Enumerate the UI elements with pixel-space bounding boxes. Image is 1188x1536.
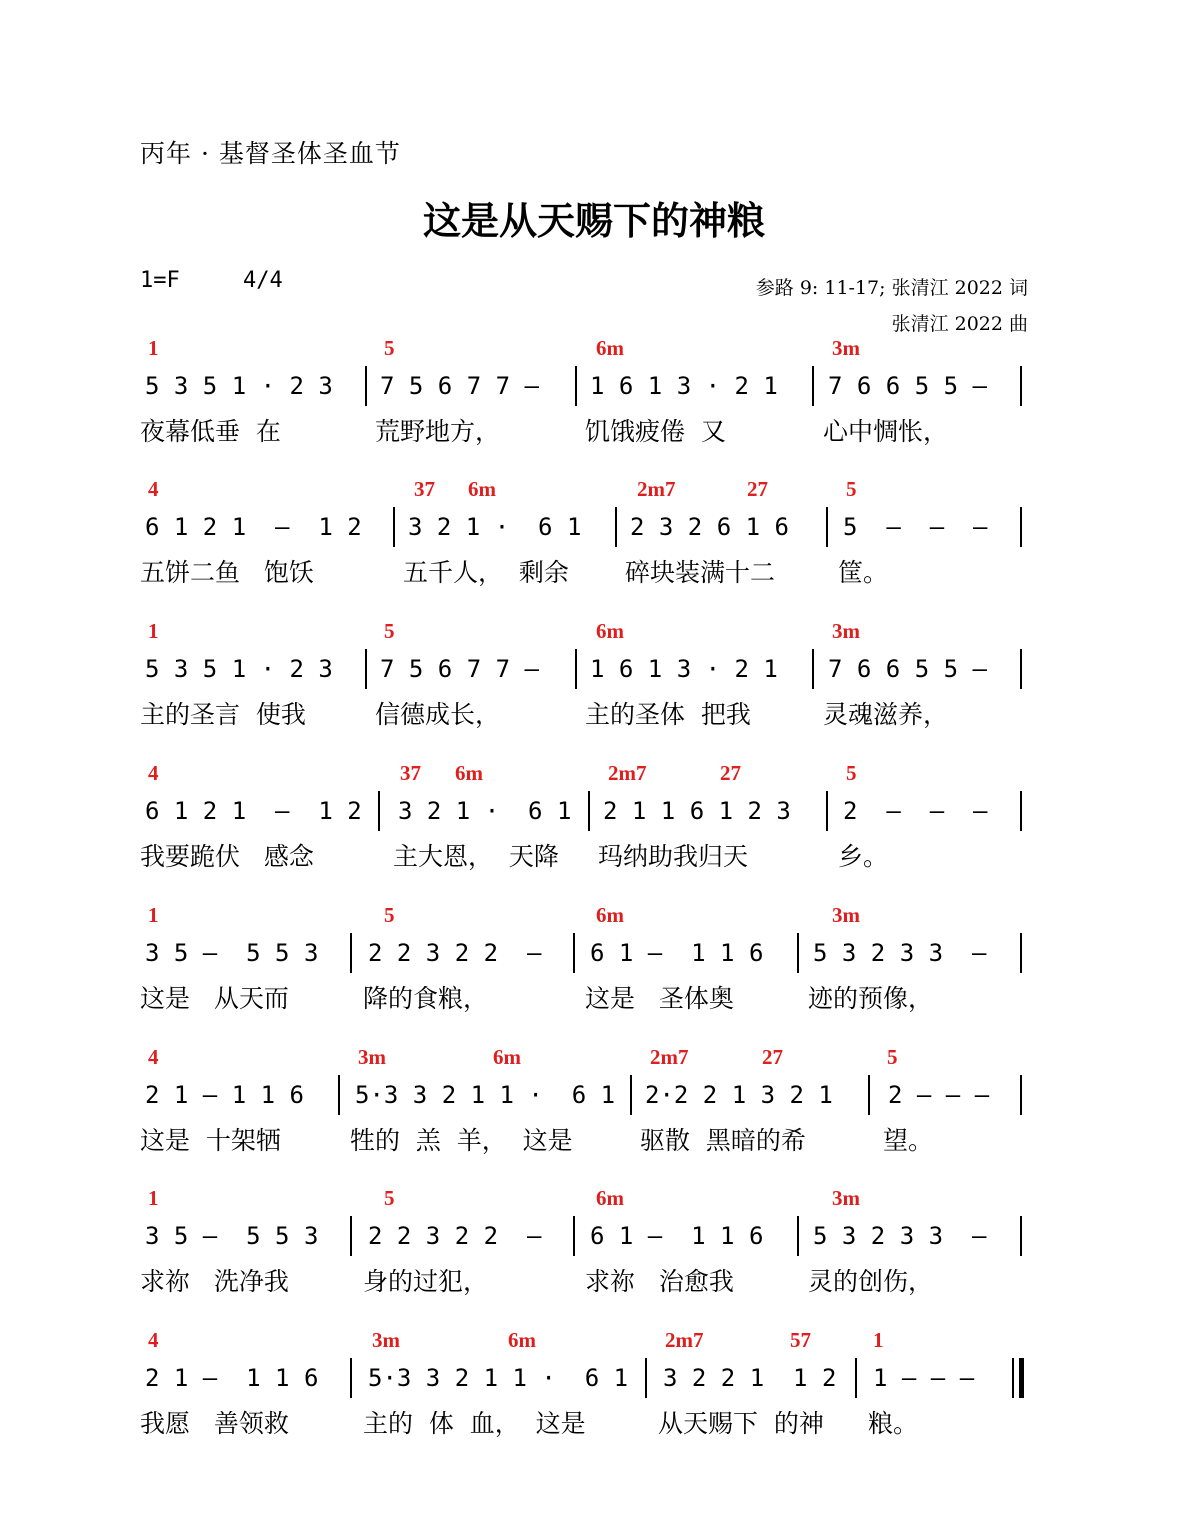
lyric-line: 我愿 善领救 — [140, 1409, 289, 1438]
time-signature: 4/4 — [243, 268, 283, 293]
measure-notes: 5 – – – — [843, 513, 988, 541]
barline — [1020, 933, 1022, 973]
measure-notes: 5·3 3 2 1 1 · 6 1 — [355, 1081, 616, 1109]
barline — [365, 649, 367, 689]
barline — [350, 933, 352, 973]
lyric-line: 求祢 洗净我 — [140, 1267, 289, 1296]
chord-symbol: 5 — [384, 619, 395, 643]
measure-notes: 7 5 6 7 7 – — [380, 372, 539, 400]
chord-symbol: 4 — [148, 761, 159, 785]
chord-symbol: 6m — [508, 1328, 536, 1352]
score-system — [0, 1328, 1188, 1448]
score-system — [0, 1186, 1188, 1306]
measure-notes: 5 3 2 3 3 – — [813, 1222, 987, 1250]
score-system — [0, 761, 1188, 881]
measure-notes: 5 3 5 1 · 2 3 — [145, 372, 333, 400]
barline — [378, 791, 380, 831]
credit-music: 张清江 2022 曲 — [891, 313, 1028, 335]
key-time-signature — [140, 268, 333, 293]
measure-notes: 2·2 2 1 3 2 1 — [645, 1081, 833, 1109]
measure-notes: 7 6 6 5 5 – — [828, 655, 987, 683]
key-signature: 1=F — [140, 268, 180, 293]
score-system — [0, 336, 1188, 456]
lyric-line: 夜幕低垂 在 — [140, 417, 281, 446]
barline — [588, 791, 590, 831]
measure-notes: 3 5 – 5 5 3 — [145, 1222, 319, 1250]
chord-symbol: 6m — [596, 619, 624, 643]
chord-symbol: 1 — [148, 903, 159, 927]
chord-symbol: 37 — [400, 761, 421, 785]
lyric-line: 牲的 羔 羊， 这是 — [350, 1126, 573, 1155]
chord-symbol: 27 — [720, 761, 741, 785]
chord-symbol: 27 — [762, 1045, 783, 1069]
barline — [573, 1216, 575, 1256]
lyric-line: 身的过犯， — [363, 1267, 489, 1296]
measure-notes: 6 1 – 1 1 6 — [590, 939, 764, 967]
lyric-line: 信德成长， — [375, 700, 501, 729]
measure-notes: 3 2 2 1 1 2 — [663, 1364, 837, 1392]
barline — [350, 1358, 352, 1398]
lyric-line: 这是 圣体奥 — [585, 984, 734, 1013]
barline — [1020, 649, 1022, 689]
chord-symbol: 5 — [384, 336, 395, 360]
measure-notes: 2 1 – 1 1 6 — [145, 1364, 319, 1392]
chord-symbol: 3m — [832, 903, 860, 927]
chord-symbol: 6m — [468, 477, 496, 501]
barline — [826, 507, 828, 547]
barline — [1020, 507, 1022, 547]
measure-notes: 2 2 3 2 2 – — [368, 1222, 542, 1250]
chord-symbol: 4 — [148, 477, 159, 501]
lyric-line: 饥饿疲倦 又 — [585, 417, 726, 446]
chord-symbol: 2m7 — [665, 1328, 704, 1352]
chord-symbol: 3m — [832, 1186, 860, 1210]
chord-symbol: 3m — [832, 619, 860, 643]
lyric-line: 乡。 — [838, 842, 889, 871]
measure-notes: 2 – – – — [888, 1081, 990, 1109]
barline — [812, 649, 814, 689]
barline — [575, 366, 577, 406]
barline — [365, 366, 367, 406]
measure-notes: 6 1 – 1 1 6 — [590, 1222, 764, 1250]
occasion-label: 丙年 · 基督圣体圣血节 — [140, 139, 401, 168]
chord-symbol: 2m7 — [637, 477, 676, 501]
song-title: 这是从天赐下的神粮 — [422, 199, 765, 243]
chord-symbol: 4 — [148, 1045, 159, 1069]
measure-notes: 6 1 2 1 – 1 2 — [145, 513, 362, 541]
chord-symbol: 6m — [596, 1186, 624, 1210]
chord-symbol: 27 — [747, 477, 768, 501]
barline — [338, 1075, 340, 1115]
score-system — [0, 903, 1188, 1023]
measure-notes: 1 6 1 3 · 2 1 — [590, 655, 778, 683]
measure-notes: 2 2 3 2 2 – — [368, 939, 542, 967]
barline — [1020, 366, 1022, 406]
chord-symbol: 1 — [148, 336, 159, 360]
lyric-line: 这是 十架牺 — [140, 1126, 281, 1155]
chord-symbol: 4 — [148, 1328, 159, 1352]
lyric-line: 驱散 黑暗的希 — [640, 1126, 806, 1155]
barline — [1012, 1358, 1014, 1398]
chord-symbol: 6m — [493, 1045, 521, 1069]
measure-notes: 2 1 – 1 1 6 — [145, 1081, 304, 1109]
measure-notes: 3 5 – 5 5 3 — [145, 939, 319, 967]
score-system — [0, 477, 1188, 597]
lyric-line: 主的圣言 使我 — [140, 700, 306, 729]
lyric-line: 碎块装满十二 — [625, 558, 776, 587]
lyric-line: 望。 — [883, 1126, 934, 1155]
lyric-line: 五千人， 剩余 — [403, 558, 569, 587]
barline — [812, 366, 814, 406]
chord-symbol: 2m7 — [650, 1045, 689, 1069]
chord-symbol: 6m — [455, 761, 483, 785]
measure-notes: 7 5 6 7 7 – — [380, 655, 539, 683]
barline — [1020, 1075, 1022, 1115]
chord-symbol: 5 — [384, 1186, 395, 1210]
measure-notes: 2 1 1 6 1 2 3 — [603, 797, 791, 825]
measure-notes: 5 3 5 1 · 2 3 — [145, 655, 333, 683]
lyric-line: 这是 从天而 — [140, 984, 289, 1013]
measure-notes: 2 – – – — [843, 797, 988, 825]
barline — [645, 1358, 647, 1398]
chord-symbol: 1 — [873, 1328, 884, 1352]
credit-words: 参路 9: 11-17; 张清江 2022 词 — [755, 277, 1028, 299]
chord-symbol: 1 — [148, 619, 159, 643]
measure-notes: 5·3 3 2 1 1 · 6 1 — [368, 1364, 629, 1392]
lyric-line: 迹的预像， — [808, 984, 934, 1013]
chord-symbol: 6m — [596, 903, 624, 927]
score-system — [0, 619, 1188, 739]
measure-notes: 1 6 1 3 · 2 1 — [590, 372, 778, 400]
chord-symbol: 37 — [414, 477, 435, 501]
chord-symbol: 3m — [358, 1045, 386, 1069]
barline — [575, 649, 577, 689]
barline — [797, 1216, 799, 1256]
barline — [855, 1358, 857, 1398]
lyric-line: 灵魂滋养， — [823, 700, 949, 729]
chord-symbol: 5 — [846, 761, 857, 785]
barline — [868, 1075, 870, 1115]
chord-symbol: 3m — [832, 336, 860, 360]
measure-notes: 7 6 6 5 5 – — [828, 372, 987, 400]
measure-notes: 3 2 1 · 6 1 — [408, 513, 582, 541]
chord-symbol: 3m — [372, 1328, 400, 1352]
credits — [756, 270, 1028, 342]
chord-symbol: 5 — [887, 1045, 898, 1069]
barline — [615, 507, 617, 547]
lyric-line: 我要跪伏 感念 — [140, 842, 314, 871]
chord-symbol: 6m — [596, 336, 624, 360]
barline — [393, 507, 395, 547]
lyric-line: 求祢 治愈我 — [585, 1267, 734, 1296]
barline — [573, 933, 575, 973]
barline — [797, 933, 799, 973]
measure-notes: 2 3 2 6 1 6 — [630, 513, 789, 541]
lyric-line: 五饼二鱼 饱饫 — [140, 558, 314, 587]
chord-symbol: 1 — [148, 1186, 159, 1210]
score-system — [0, 1045, 1188, 1165]
lyric-line: 灵的创伤， — [808, 1267, 934, 1296]
measure-notes: 1 – – – — [873, 1364, 975, 1392]
barline — [1020, 1216, 1022, 1256]
lyric-line: 主的圣体 把我 — [585, 700, 751, 729]
lyric-line: 心中惆怅， — [823, 417, 949, 446]
measure-notes: 3 2 1 · 6 1 — [398, 797, 572, 825]
lyric-line: 从天赐下 的神 — [658, 1409, 824, 1438]
lyric-line: 粮。 — [868, 1409, 919, 1438]
measure-notes: 6 1 2 1 – 1 2 — [145, 797, 362, 825]
barline — [350, 1216, 352, 1256]
lyric-line: 玛纳助我归天 — [598, 842, 749, 871]
lyric-line: 主的 体 血， 这是 — [363, 1409, 586, 1438]
lyric-line: 筐。 — [838, 558, 889, 587]
barline — [630, 1075, 632, 1115]
measure-notes: 5 3 2 3 3 – — [813, 939, 987, 967]
chord-symbol: 5 — [846, 477, 857, 501]
lyric-line: 荒野地方， — [375, 417, 501, 446]
lyric-line: 主大恩， 天降 — [393, 842, 559, 871]
chord-symbol: 2m7 — [608, 761, 647, 785]
barline — [826, 791, 828, 831]
lyric-line: 降的食粮， — [363, 984, 489, 1013]
barline — [1020, 791, 1022, 831]
chord-symbol: 5 — [384, 903, 395, 927]
final-barline — [1019, 1358, 1024, 1398]
chord-symbol: 57 — [790, 1328, 811, 1352]
